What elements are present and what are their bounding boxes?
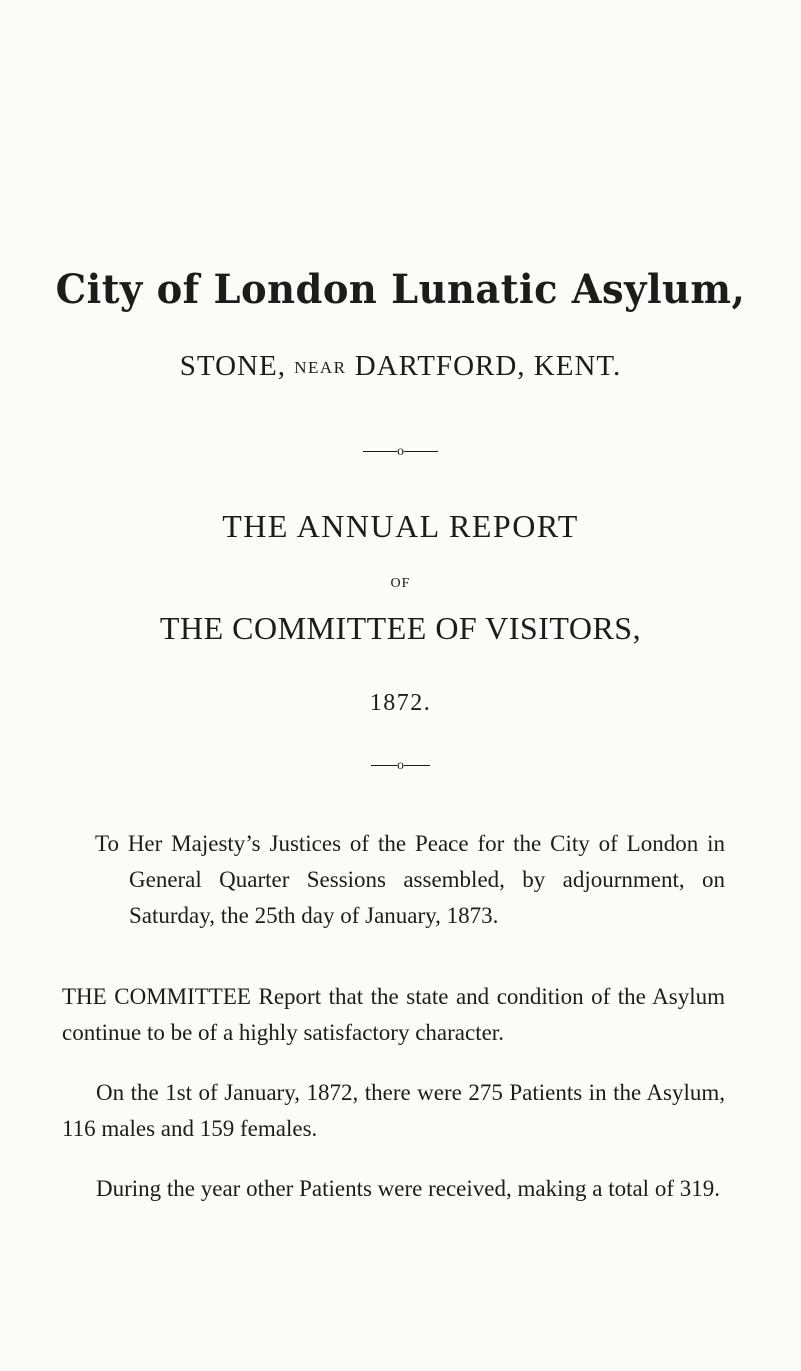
committee-title: THE COMMITTEE OF VISITORS, [159, 610, 642, 646]
location-stone: STONE, [179, 350, 295, 382]
location-near: NEAR [294, 358, 347, 377]
divider-rule-right [404, 451, 438, 452]
report-year: 1872. [369, 690, 432, 716]
institution-heading: City of London Lunatic Asylum, [55, 266, 746, 313]
committee-report-paragraph: THE COMMITTEE Report that the state and condition of the Asylum continue to be of a highly satisfactory character. [62, 984, 725, 1045]
divider-mark: o [397, 758, 404, 773]
report-of: OF [390, 576, 411, 591]
divider-rule-left [371, 765, 397, 766]
received-patients-paragraph: During the year other Patients were received, making a total of 319. [96, 1176, 720, 1201]
divider-rule-right [404, 765, 430, 766]
divider-mark: o [397, 444, 404, 459]
patients-paragraph: On the 1st of January, 1872, there were 275 Patients in the Asylum, 116 males and 159 females. [62, 1080, 725, 1141]
middle-divider [0, 758, 801, 774]
location-line [0, 350, 801, 383]
top-divider [0, 444, 801, 460]
divider-rule-left [363, 451, 397, 452]
address-paragraph: To Her Majesty’s Justices of the Peace for the City of London in General Quarter Sessions assembled, by adjournment, on Saturday, the 25th day of January, 1873. [95, 831, 725, 928]
location-dartford-kent: DARTFORD, KENT. [346, 350, 622, 382]
report-title: THE ANNUAL REPORT [222, 508, 579, 544]
